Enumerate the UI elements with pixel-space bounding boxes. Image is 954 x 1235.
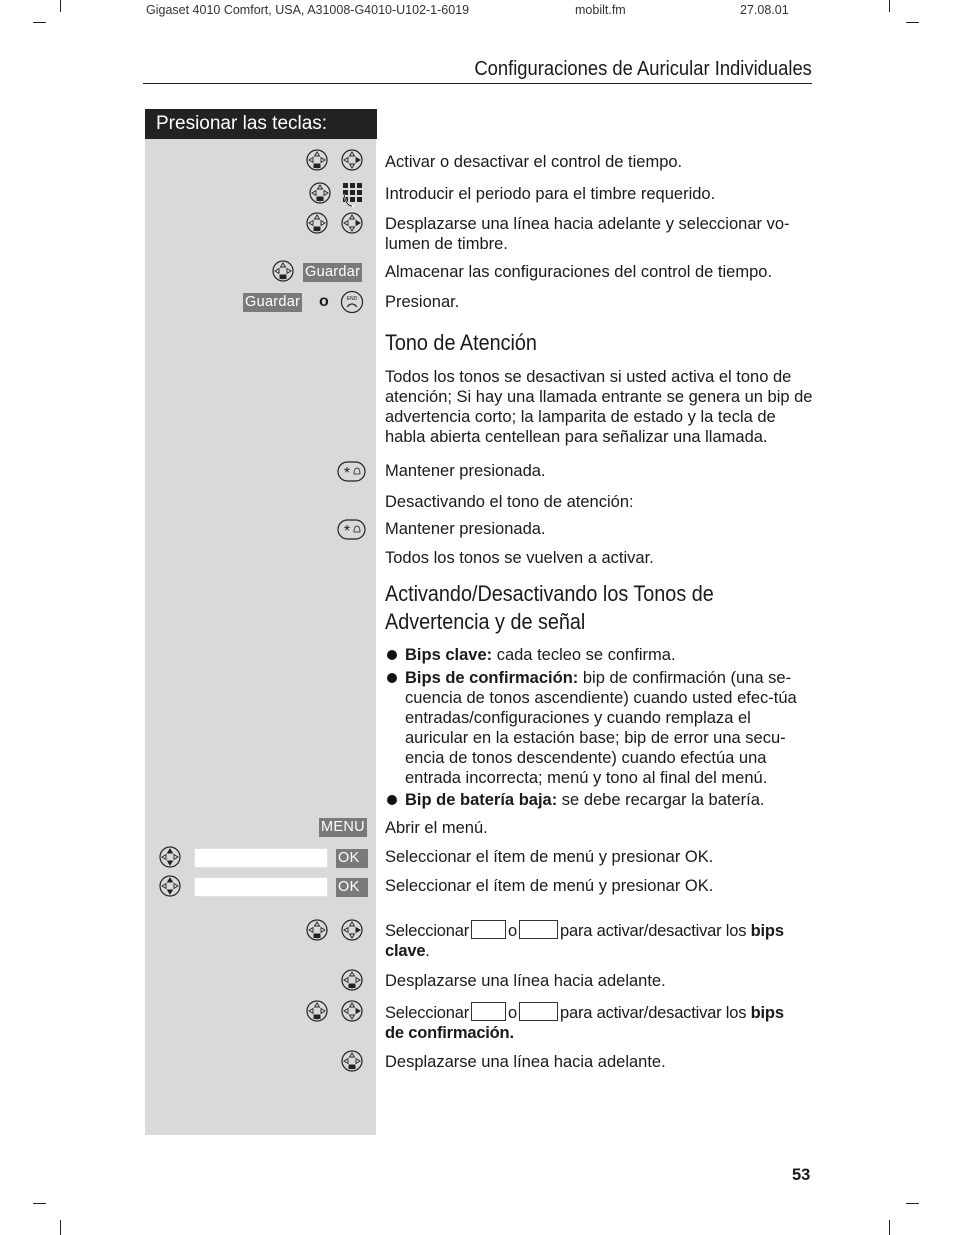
doc-date: 27.08.01 [740, 3, 789, 17]
row-text: Desplazarse una línea hacia adelante y seleccionar vo-lumen de timbre. [385, 215, 790, 253]
option-box [519, 1002, 558, 1021]
select-label: Seleccionar [385, 922, 470, 940]
nav-key-icon[interactable] [306, 149, 328, 171]
ok-softkey[interactable]: OK [336, 878, 368, 897]
row-text: Desplazarse una línea hacia adelante. [385, 972, 666, 990]
or-label: o [508, 922, 517, 940]
crop-mark [906, 22, 919, 23]
bullet-text: cada tecleo se confirma. [492, 646, 676, 664]
section-title: Configuraciones de Auricular Individuales [474, 58, 812, 80]
tono-heading: Tono de Atención [385, 330, 537, 355]
bips-heading-line1: Activando/Desactivando los Tonos de [385, 581, 714, 606]
star-key-icon[interactable] [337, 461, 366, 482]
ok-softkey[interactable]: OK [336, 849, 368, 868]
header-rule [143, 83, 812, 84]
nav-key-right-icon[interactable] [341, 212, 363, 234]
row-text: Presionar. [385, 293, 460, 311]
page-number: 53 [792, 1166, 811, 1184]
crop-mark [60, 0, 61, 12]
row-text: Seleccionar el ítem de menú y presionar OK. [385, 848, 714, 866]
svg-text:*: * [343, 465, 351, 482]
nav-key-icon[interactable] [306, 1000, 328, 1022]
row-text: Introducir el periodo para el timbre requerido. [385, 185, 716, 203]
nav-key-icon[interactable] [306, 212, 328, 234]
bold-text: bips [750, 922, 784, 940]
select-purpose: para activar/desactivar los [560, 1004, 747, 1022]
bullet-item [385, 790, 815, 810]
bips-heading-line2: Advertencia y de señal [385, 609, 586, 634]
crop-mark [889, 1220, 890, 1235]
nav-key-right-icon[interactable] [341, 1000, 363, 1022]
bullet-item [385, 645, 815, 665]
svg-text:END: END [346, 296, 358, 302]
or-label: o [508, 1004, 517, 1022]
guardar-softkey[interactable]: Guardar [245, 294, 301, 310]
nav-key-updown-icon[interactable] [159, 846, 181, 868]
star-key-icon[interactable] [337, 519, 366, 540]
option-box [471, 1002, 506, 1021]
end-call-key-icon[interactable] [340, 290, 364, 314]
bold-text: bips [750, 1004, 784, 1022]
row-text [385, 920, 815, 961]
bullet-text: bip de confirmación (una se-cuencia de tonos ascendiente) cuando usted efec-túa entradas/configuraciones y cuando remplaza el auricular en la estación base; bip de error una secu-encia de tonos descendente) cuando efectúa una entrada incorrecta; menú y tono al final del menú. [405, 669, 797, 787]
svg-text:*: * [343, 523, 351, 540]
menu-item-display [194, 848, 328, 868]
bullet-item [385, 668, 815, 788]
bullet-bold: Bips clave: [405, 646, 493, 664]
crop-mark [906, 1203, 919, 1204]
row-text: Desactivando el tono de atención: [385, 493, 634, 511]
crop-mark [33, 1203, 46, 1204]
file-name: mobilt.fm [575, 3, 626, 17]
nav-key-icon[interactable] [272, 260, 294, 282]
bold-text: de confirmación. [385, 1024, 514, 1042]
or-label: o [319, 293, 329, 310]
key-header: Presionar las teclas: [145, 109, 377, 139]
select-label: Seleccionar [385, 1004, 470, 1022]
crop-mark [60, 1220, 61, 1235]
menu-softkey[interactable]: MENU [321, 819, 365, 835]
nav-key-right-icon[interactable] [341, 149, 363, 171]
row-text: Mantener presionada. [385, 520, 546, 538]
bullet-text: se debe recargar la batería. [557, 791, 765, 809]
nav-key-icon[interactable] [306, 919, 328, 941]
select-purpose: para activar/desactivar los [560, 922, 747, 940]
keypad-icon[interactable] [340, 180, 366, 208]
period: . [425, 942, 430, 960]
nav-key-right-icon[interactable] [341, 919, 363, 941]
row-text: Seleccionar el ítem de menú y presionar OK. [385, 877, 714, 895]
option-box [471, 920, 506, 939]
row-text [385, 1002, 815, 1043]
option-box [519, 920, 558, 939]
bullet-bold: Bips de confirmación: [405, 669, 579, 687]
row-text: Activar o desactivar el control de tiempo. [385, 153, 683, 171]
row-text: Desplazarse una línea hacia adelante. [385, 1053, 666, 1071]
crop-mark [33, 22, 46, 23]
nav-key-icon[interactable] [341, 1050, 363, 1072]
crop-mark [889, 0, 890, 12]
row-text: Almacenar las configuraciones del control de tiempo. [385, 263, 773, 281]
guardar-softkey[interactable]: Guardar [305, 264, 361, 280]
bullet-bold: Bip de batería baja: [405, 791, 558, 809]
nav-key-icon[interactable] [341, 969, 363, 991]
row-text: Todos los tonos se vuelven a activar. [385, 549, 654, 567]
row-text: Abrir el menú. [385, 819, 488, 837]
nav-key-icon[interactable] [309, 182, 331, 204]
nav-key-updown-icon[interactable] [159, 875, 181, 897]
tono-paragraph: Todos los tonos se desactivan si usted activa el tono de atención; Si hay una llamada entrante se genera un bip de advertencia corto; la lamparita de estado y la tecla de habla abierta centellean para señalizar una llamada. [385, 368, 813, 446]
menu-item-display [194, 877, 328, 897]
bold-text: clave [385, 942, 426, 960]
doc-id: Gigaset 4010 Comfort, USA, A31008-G4010-U102-1-6019 [146, 3, 470, 17]
row-text: Mantener presionada. [385, 462, 546, 480]
